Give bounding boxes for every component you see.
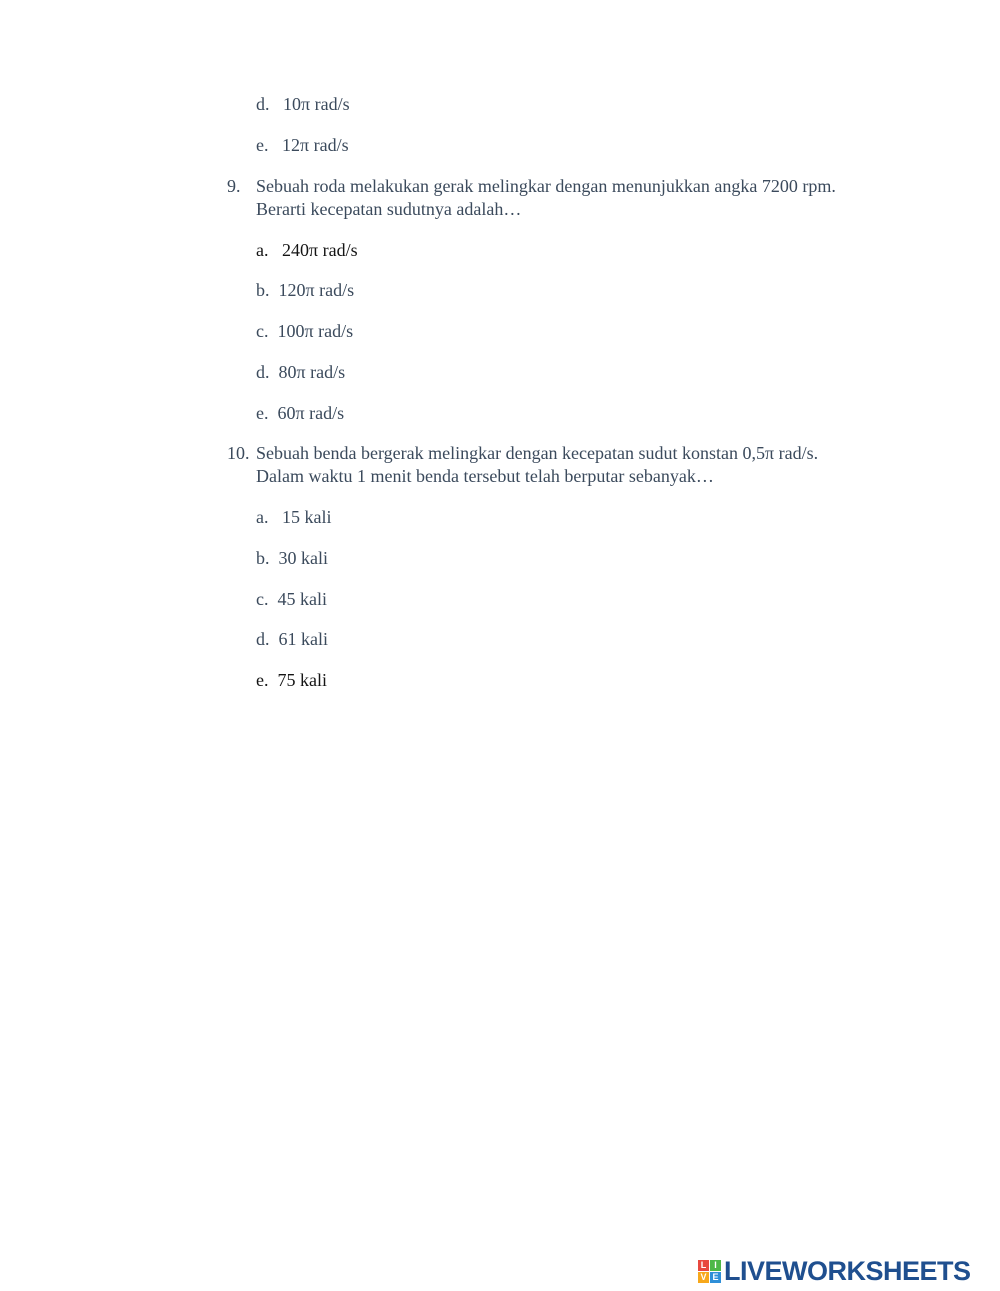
q9-option-a[interactable] [256,239,358,261]
option-text: 80π rad/s [278,362,346,382]
option-text: 45 kali [277,589,327,609]
question-10-text [256,442,906,488]
option-letter: c. [256,321,269,341]
option-letter: c. [256,589,269,609]
logo-badge-l: L [698,1260,709,1271]
option-text: 60π rad/s [277,403,345,423]
question-10-number: 10. [227,443,250,463]
question-9-text [256,175,906,221]
logo-badge-v: V [698,1272,709,1283]
option-text: 61 kali [278,629,328,649]
option-text: 120π rad/s [278,280,355,300]
option-letter: b. [256,280,270,300]
q9-option-e[interactable] [256,402,344,424]
q10-option-a[interactable] [256,506,332,528]
question-10-line-2: Dalam waktu 1 menit benda tersebut telah berputar sebanyak… [256,466,714,486]
option-letter: d. [256,362,270,382]
option-text: 12π rad/s [282,135,349,155]
option-letter: d. [256,94,270,114]
option-text: 75 kali [277,670,327,690]
option-text: 100π rad/s [277,321,354,341]
logo-badge-e: E [710,1272,721,1283]
question-9-line-1: Sebuah roda melakukan gerak melingkar dengan menunjukkan angka 7200 rpm. [256,176,836,196]
option-text: 10π rad/s [283,94,350,114]
q9-option-d[interactable] [256,361,345,383]
q10-option-b[interactable] [256,547,328,569]
option-text: 30 kali [278,548,328,568]
logo-badge [698,1260,721,1283]
option-letter: a. [256,240,269,260]
q10-option-d[interactable] [256,628,328,650]
liveworksheets-logo [698,1256,971,1286]
option-letter: b. [256,548,270,568]
question-9-number: 9. [227,176,241,196]
q9-option-c[interactable] [256,320,353,342]
option-text: 240π rad/s [282,240,358,260]
prev-option-e[interactable] [256,134,349,156]
option-letter: e. [256,135,269,155]
option-letter: e. [256,403,269,423]
q9-option-b[interactable] [256,279,354,301]
logo-badge-i: I [710,1260,721,1271]
question-9-line-2: Berarti kecepatan sudutnya adalah… [256,199,522,219]
option-text: 15 kali [282,507,332,527]
option-letter: a. [256,507,269,527]
option-letter: d. [256,629,270,649]
q10-option-e[interactable] [256,669,327,691]
prev-option-d[interactable] [256,93,350,115]
option-letter: e. [256,670,269,690]
q10-option-c[interactable] [256,588,327,610]
logo-text: LIVEWORKSHEETS [724,1256,971,1286]
question-10-line-1: Sebuah benda bergerak melingkar dengan kecepatan sudut konstan 0,5π rad/s. [256,443,819,463]
